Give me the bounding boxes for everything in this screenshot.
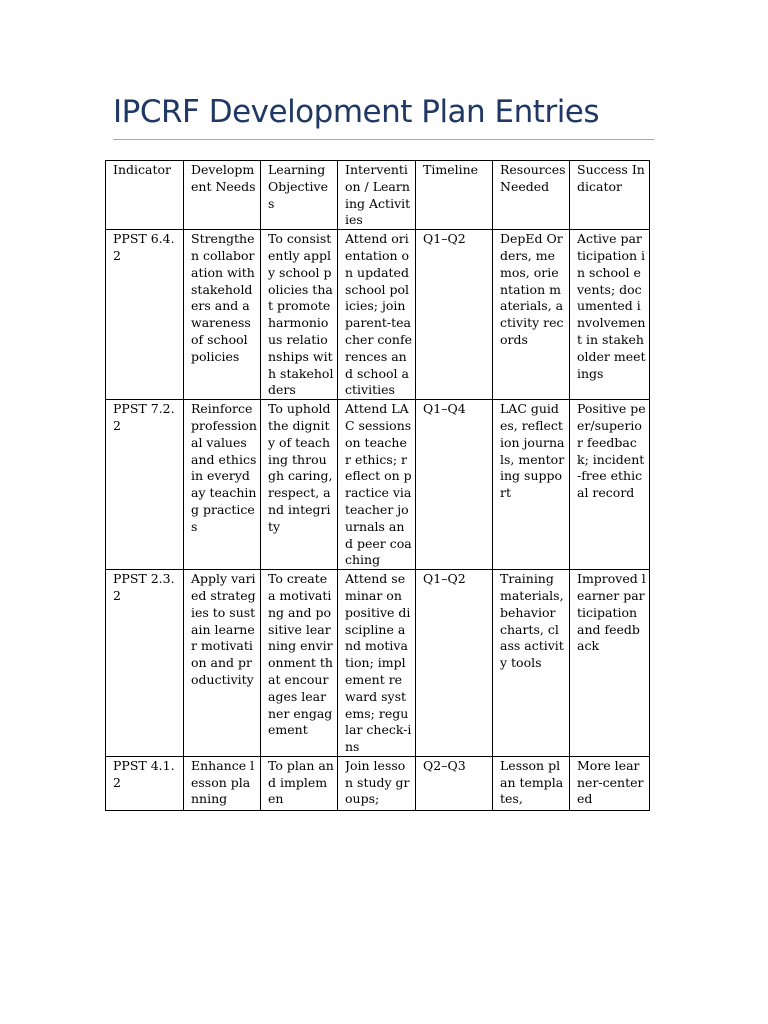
table-cell: Strengthen collaboration with stakeholders and awareness of school policies xyxy=(184,230,261,400)
table-row xyxy=(106,230,650,400)
table-cell: Q1–Q2 xyxy=(416,570,493,757)
table-row xyxy=(106,400,650,570)
table-cell xyxy=(261,756,338,810)
table-row xyxy=(106,570,650,757)
table-cell: Reinforce professional values and ethics in everyday teaching practices xyxy=(184,400,261,570)
table-cell xyxy=(106,756,184,810)
table-cell: Q1–Q2 xyxy=(416,230,493,400)
table-cell: Attend orientation on updated school policies; join parent-teacher conferences and school activities xyxy=(338,230,416,400)
cell-text: To plan and implemen xyxy=(268,757,334,807)
table-cell: Q1–Q4 xyxy=(416,400,493,570)
cell-text: Join lesson study groups; xyxy=(345,757,410,807)
table-cell: PPST 6.4.2 xyxy=(106,230,184,400)
table-cell: PPST 7.2.2 xyxy=(106,400,184,570)
header-timeline: Timeline xyxy=(416,161,493,230)
header-resources-needed: Resources Needed xyxy=(493,161,570,230)
table-cell: DepEd Orders, memos, orientation materials, activity records xyxy=(493,230,570,400)
table-cell: Training materials, behavior charts, class activity tools xyxy=(493,570,570,757)
table-cell xyxy=(493,756,570,810)
table-cell xyxy=(416,756,493,810)
table-cell: To uphold the dignity of teaching through caring, respect, and integrity xyxy=(261,400,338,570)
cell-text: Enhance lesson planning xyxy=(191,757,255,807)
header-success-indicator: Success Indicator xyxy=(570,161,650,230)
cell-text: PPST 4.1.2 xyxy=(113,757,175,790)
table-cell: Positive peer/superior feedback; incident-free ethical record xyxy=(570,400,650,570)
table-cell: LAC guides, reflection journals, mentoring support xyxy=(493,400,570,570)
table-cell: To create a motivating and positive learning environment that encourages learner engagement xyxy=(261,570,338,757)
table-cell: Improved learner participation and feedback xyxy=(570,570,650,757)
table-cell xyxy=(338,756,416,810)
header-interventions: Intervention / Learning Activities xyxy=(338,161,416,230)
header-development-needs: Development Needs xyxy=(184,161,261,230)
cell-text: Lesson plan templates, xyxy=(500,757,564,807)
table-cell xyxy=(570,756,650,810)
table-cell: Attend LAC sessions on teacher ethics; reflect on practice via teacher journals and peer coaching xyxy=(338,400,416,570)
page-title: IPCRF Development Plan Entries xyxy=(113,94,600,130)
table-row xyxy=(106,756,650,810)
table-cell: To consistently apply school policies that promote harmonious relationships with stakeholders xyxy=(261,230,338,400)
table-cell xyxy=(184,756,261,810)
table-cell: Attend seminar on positive discipline and motivation; implement reward systems; regular check-ins xyxy=(338,570,416,757)
table-cell: Active participation in school events; documented involvement in stakeholder meetings xyxy=(570,230,650,400)
table-cell: PPST 2.3.2 xyxy=(106,570,184,757)
header-indicator: Indicator xyxy=(106,161,184,230)
header-learning-objectives: Learning Objectives xyxy=(261,161,338,230)
table-cell: Apply varied strategies to sustain learner motivation and productivity xyxy=(184,570,261,757)
development-plan-table xyxy=(105,160,650,811)
table-header-row xyxy=(106,161,650,230)
cell-text: Q2–Q3 xyxy=(423,757,466,773)
cell-text: More learner-centered xyxy=(577,757,644,807)
title-underline xyxy=(113,139,654,140)
